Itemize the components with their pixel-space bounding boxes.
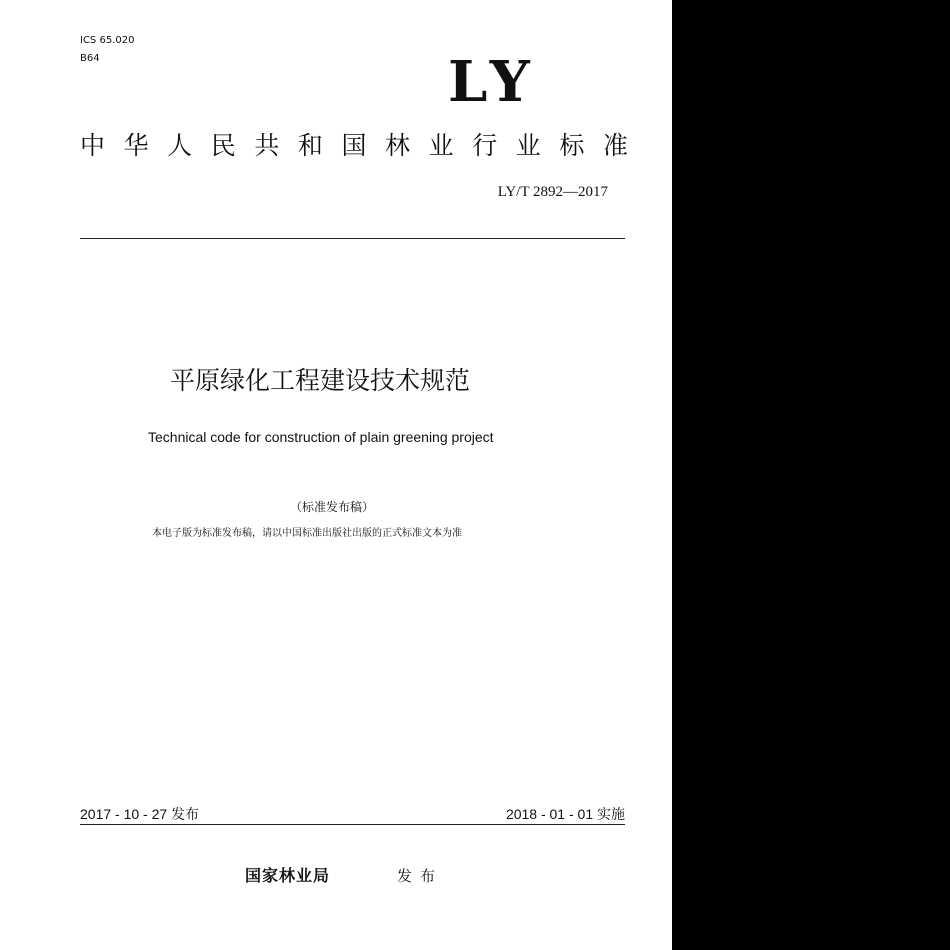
issue-verb: 发布	[397, 867, 444, 885]
title-english: Technical code for construction of plain greening project	[148, 429, 494, 445]
standard-type-char: 民	[210, 131, 236, 160]
implementation-date: 2018 - 01 - 01 实施	[505, 806, 625, 822]
standard-type-char: 业	[515, 131, 541, 160]
ccs-code: B64	[80, 53, 100, 64]
standard-type-heading	[80, 128, 628, 164]
standard-number: LY/T 2892—2017	[497, 184, 608, 200]
standard-type-char: 业	[428, 131, 454, 160]
standard-type-char: 标	[559, 131, 585, 160]
title-chinese	[0, 363, 672, 399]
standard-type-char: 共	[254, 131, 280, 160]
ly-logo: LY	[448, 49, 536, 115]
bottom-divider	[80, 824, 625, 825]
black-margin	[672, 0, 950, 950]
issuing-authority: 国家林业局	[245, 866, 331, 885]
issue-date: 2017 - 10 - 27 发布	[80, 806, 200, 822]
title-chinese-text: 平原绿化工程建设技术规范	[169, 366, 470, 395]
standard-type-char: 国	[341, 131, 367, 160]
electronic-version-note: 本电子版为标准发布稿，请以中国标准出版社出版的正式标准文本为准	[152, 528, 462, 539]
standard-type-char: 行	[472, 131, 498, 160]
standard-type-char: 林	[385, 131, 411, 160]
standard-type-char: 中	[80, 131, 106, 160]
draft-label: （标准发布稿）	[290, 500, 375, 514]
ics-code: ICS 65.020	[80, 35, 135, 46]
standard-type-char: 准	[602, 131, 628, 160]
standard-type-char: 华	[123, 131, 149, 160]
standard-type-char: 人	[167, 131, 193, 160]
top-divider	[80, 238, 625, 239]
standard-type-char: 和	[297, 131, 323, 160]
